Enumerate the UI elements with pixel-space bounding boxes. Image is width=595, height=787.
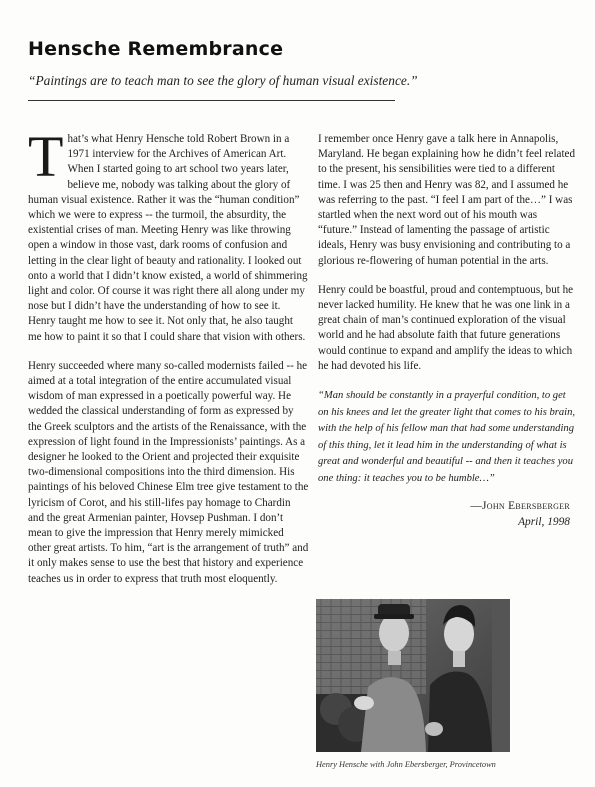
- right-paragraph-2: Henry could be boastful, proud and contemptuous, but he never lacked humility. He knew that he was one link in a great chain of man’s continued exploration of the visual world and he had absolute faith that future generations would continue to expand and amplify the ideas to which he had devoted his life.: [318, 283, 574, 372]
- left-paragraph-1-text: hat’s what Henry Hensche told Robert Brown in a 1971 interview for the Archives of American Art. When I started going to art school two years later, believe me, nobody was talking about the glory of human visual existence. Rather it was the “human condition” which we were to express -- the turmoil, the absurdity, the existential crises of man. Meeting Henry was like throwing open a window in those vast, dark rooms of confusion and letting in the clear light of beauty and rationality. I looked out onto a world that I didn’t know existed, a world of shimmering light and color. Of course it was right there all along under my nose but I didn’t have the understanding of how to see it. Henry taught me how to see it. Not only that, he also taught me how to paint it so that I could share that vision with others.: [28, 133, 308, 343]
- signature-block: [318, 498, 576, 530]
- photo-illustration: [316, 599, 510, 752]
- photo-hensche-ebersberger: [316, 599, 510, 752]
- epigraph-quote: “Paintings are to teach man to see the glory of human visual existence.”: [28, 73, 418, 88]
- signature-date: April, 1998: [518, 515, 570, 528]
- left-paragraph-2: Henry succeeded where many so-called modernists failed -- he aimed at a total integration of the entire accumulated visual wisdom of man expressed in a poetically powerful way. He wedded the classical understanding of form as expressed by the Greek sculptors and the artists of the Renaissance, with the expression of light found in the Impressionists’ paintings. As a designer he looked to the Orient and projected their exquisite two-dimensional compositions into the third dimension. His paintings of his beloved Chinese Elm tree give testament to the lyricism of Corot, and his still-lifes pay homage to Chardin and the great Armenian painter, Hovsep Pushman. I don’t mean to give the impression that Henry merely mimicked other great artists. To him, “art is the arrangement of truth” and it only makes sense to use the best that history and experience teaches us in order to express that truth most eloquently.: [28, 359, 309, 585]
- left-paragraph-1: [28, 124, 309, 345]
- drop-cap: T: [28, 124, 64, 189]
- left-column: [28, 124, 309, 601]
- title-rule: [28, 100, 395, 101]
- right-column: [318, 132, 576, 530]
- author-signature: —John Ebersberger: [470, 499, 570, 512]
- photo-caption: Henry Hensche with John Ebersberger, Provincetown: [316, 760, 496, 769]
- right-paragraph-1: I remember once Henry gave a talk here in Annapolis, Maryland. He began explaining how he didn’t feel related to the present, his sensibilities were tied to a different time. I was 25 then and Henry was 82, and I assumed he was referring to the past. “I feel I am part of the…” I was startled when the next word out of his mouth was “future.” Instead of lamenting the passage of artistic ideals, Henry was busy envisioning and contributing to a glorious re-flowering of human potential in the arts.: [318, 133, 576, 267]
- pull-quote: “Man should be constantly in a prayerful condition, to get on his knees and let the greater light that comes to his brain, with the help of his fellow man that had some understanding of this thing, let it lead him in the understanding of what is great and wonderful and beautiful -- and then it teaches you one thing: it teaches you to be humble…”: [318, 390, 576, 485]
- article-title: Hensche Remembrance: [28, 38, 284, 60]
